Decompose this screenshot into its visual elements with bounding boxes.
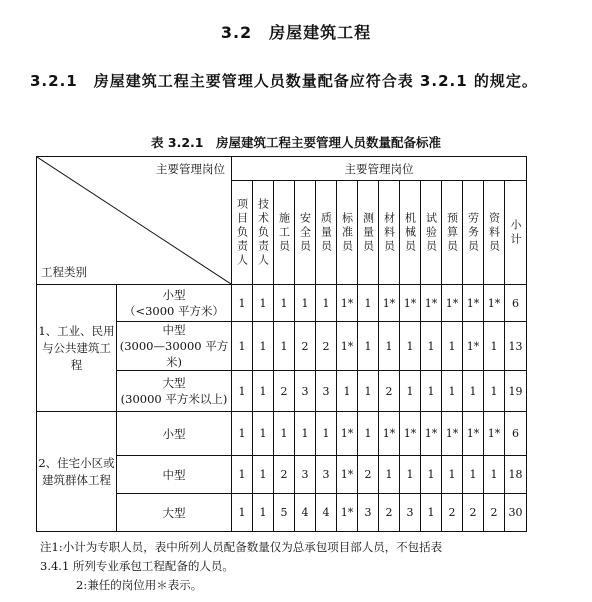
value-cell: 1 xyxy=(253,322,274,371)
size-range: (30000 平方米以上) xyxy=(120,392,228,406)
value-cell: 3 xyxy=(295,371,316,412)
value-cell: 1 xyxy=(253,456,274,494)
col-header-label: 测量员 xyxy=(361,211,375,254)
value-cell: 18 xyxy=(505,456,527,494)
size-range: （<3000 平方米） xyxy=(123,304,225,318)
value-cell: 1 xyxy=(232,285,253,322)
value-cell: 2 xyxy=(463,494,484,532)
value-cell: 1 xyxy=(253,285,274,322)
value-cell: 1 xyxy=(358,322,379,371)
table-corner-cell xyxy=(37,157,232,285)
col-header-label: 技术负责人 xyxy=(256,197,270,268)
value-cell: 1* xyxy=(484,412,505,456)
size-cell xyxy=(117,371,232,412)
col-header xyxy=(484,181,505,285)
size-label: 小型 xyxy=(162,426,186,441)
staffing-table xyxy=(36,156,527,532)
value-cell: 1 xyxy=(232,322,253,371)
size-label: 中型 xyxy=(162,467,186,482)
value-cell: 1 xyxy=(442,456,463,494)
col-header xyxy=(253,181,274,285)
col-header xyxy=(295,181,316,285)
value-cell: 1* xyxy=(337,285,358,322)
table-body xyxy=(37,285,527,532)
col-header-label: 质量员 xyxy=(319,211,333,254)
value-cell: 1 xyxy=(400,322,421,371)
value-cell: 2 xyxy=(442,494,463,532)
value-cell: 1* xyxy=(463,285,484,322)
value-cell: 1* xyxy=(442,412,463,456)
col-header xyxy=(505,181,527,285)
value-cell: 1 xyxy=(253,412,274,456)
table-notes xyxy=(40,538,570,595)
value-cell: 1 xyxy=(232,412,253,456)
note-2: 2:兼任的岗位用＊表示。 xyxy=(76,578,203,592)
value-cell: 3 xyxy=(358,494,379,532)
col-header-label: 资料员 xyxy=(487,211,501,254)
value-cell: 1* xyxy=(337,456,358,494)
value-cell: 1 xyxy=(316,412,337,456)
value-cell: 1 xyxy=(295,412,316,456)
value-cell: 2 xyxy=(484,494,505,532)
value-cell: 4 xyxy=(295,494,316,532)
value-cell: 30 xyxy=(505,494,527,532)
size-cell xyxy=(117,456,232,494)
value-cell: 1 xyxy=(421,456,442,494)
value-cell: 1 xyxy=(484,322,505,371)
value-cell: 1 xyxy=(379,456,400,494)
col-header xyxy=(442,181,463,285)
col-header-label: 劳务员 xyxy=(466,211,480,254)
size-cell xyxy=(117,494,232,532)
value-cell: 3 xyxy=(316,371,337,412)
group-header: 主要管理岗位 xyxy=(232,157,527,181)
note-1-line-1: 注1:小计为专职人员，表中所列人员配备数量仅为总承包项目部人员，不包括表 xyxy=(40,540,443,554)
value-cell: 2 xyxy=(379,371,400,412)
col-header-label: 预算员 xyxy=(445,211,459,254)
category-cell: 1、工业、民用与公共建筑工程 xyxy=(37,285,117,412)
value-cell: 1* xyxy=(337,494,358,532)
category-cell: 2、住宅小区或建筑群体工程 xyxy=(37,412,117,532)
value-cell: 1 xyxy=(463,371,484,412)
value-cell: 2 xyxy=(358,456,379,494)
col-header-label: 机械员 xyxy=(403,211,417,254)
value-cell: 1 xyxy=(442,322,463,371)
corner-bottom-label: 工程类别 xyxy=(41,265,87,279)
corner-top-label: 主要管理岗位 xyxy=(156,162,225,176)
col-header-label: 安全员 xyxy=(298,211,312,254)
col-header-label: 试验员 xyxy=(424,211,438,254)
value-cell: 13 xyxy=(505,322,527,371)
value-cell: 1 xyxy=(253,494,274,532)
size-cell xyxy=(117,322,232,371)
col-header-label: 小计 xyxy=(509,218,522,247)
note-1-line-2: 3.4.1 所列专业承包工程配备的人员。 xyxy=(40,559,234,573)
value-cell: 1* xyxy=(442,285,463,322)
value-cell: 1 xyxy=(232,371,253,412)
value-cell: 1 xyxy=(358,371,379,412)
col-header xyxy=(232,181,253,285)
col-header xyxy=(337,181,358,285)
value-cell: 1 xyxy=(295,285,316,322)
value-cell: 1 xyxy=(274,322,295,371)
value-cell: 6 xyxy=(505,285,527,322)
value-cell: 5 xyxy=(274,494,295,532)
value-cell: 1 xyxy=(421,371,442,412)
size-range: (3000—30000 平方米) xyxy=(119,339,229,369)
size-label: 大型 xyxy=(162,505,186,520)
col-header xyxy=(379,181,400,285)
value-cell: 1 xyxy=(484,456,505,494)
col-header-label: 材料员 xyxy=(382,211,396,254)
col-header-label: 标准员 xyxy=(340,211,354,254)
value-cell: 2 xyxy=(295,322,316,371)
value-cell: 1* xyxy=(400,285,421,322)
value-cell: 19 xyxy=(505,371,527,412)
value-cell: 1 xyxy=(484,371,505,412)
value-cell: 6 xyxy=(505,412,527,456)
value-cell: 1 xyxy=(421,322,442,371)
size-label: 大型 xyxy=(162,376,186,390)
value-cell: 1 xyxy=(358,285,379,322)
col-header xyxy=(274,181,295,285)
value-cell: 1 xyxy=(253,371,274,412)
value-cell: 3 xyxy=(400,494,421,532)
table-header-row xyxy=(37,157,527,181)
value-cell: 1* xyxy=(337,412,358,456)
value-cell: 1 xyxy=(463,456,484,494)
value-cell: 1* xyxy=(379,285,400,322)
size-cell xyxy=(117,412,232,456)
value-cell: 3 xyxy=(316,456,337,494)
col-header-label: 项目负责人 xyxy=(235,197,249,268)
table-caption: 表 3.2.1 房屋建筑工程主要管理人员数量配备标准 xyxy=(151,135,441,150)
value-cell: 1 xyxy=(274,412,295,456)
value-cell: 4 xyxy=(316,494,337,532)
col-header xyxy=(316,181,337,285)
col-header xyxy=(358,181,379,285)
value-cell: 1 xyxy=(400,456,421,494)
value-cell: 1* xyxy=(421,412,442,456)
value-cell: 1 xyxy=(400,371,421,412)
value-cell: 1 xyxy=(421,494,442,532)
value-cell: 2 xyxy=(274,371,295,412)
value-cell: 1 xyxy=(232,456,253,494)
col-header xyxy=(463,181,484,285)
value-cell: 1* xyxy=(421,285,442,322)
value-cell: 1 xyxy=(316,285,337,322)
value-cell: 2 xyxy=(274,456,295,494)
value-cell: 1 xyxy=(232,494,253,532)
section-title: 3.2 房屋建筑工程 xyxy=(220,23,372,42)
value-cell: 1 xyxy=(274,285,295,322)
value-cell: 1 xyxy=(337,371,358,412)
value-cell: 1* xyxy=(400,412,421,456)
col-header xyxy=(421,181,442,285)
col-header xyxy=(400,181,421,285)
value-cell: 1* xyxy=(379,412,400,456)
value-cell: 1 xyxy=(379,322,400,371)
value-cell: 2 xyxy=(316,322,337,371)
value-cell: 1* xyxy=(463,412,484,456)
table-row xyxy=(37,412,527,456)
value-cell: 1 xyxy=(442,371,463,412)
table-row xyxy=(37,285,527,322)
size-cell xyxy=(117,285,232,322)
value-cell: 1 xyxy=(358,412,379,456)
value-cell: 3 xyxy=(295,456,316,494)
value-cell: 1* xyxy=(337,322,358,371)
clause-text: 3.2.1 房屋建筑工程主要管理人员数量配备应符合表 3.2.1 的规定。 xyxy=(30,72,538,90)
col-header-label: 施工员 xyxy=(277,211,291,254)
size-label: 中型 xyxy=(162,323,186,337)
value-cell: 1* xyxy=(463,322,484,371)
size-label: 小型 xyxy=(162,288,186,302)
value-cell: 2 xyxy=(379,494,400,532)
value-cell: 1* xyxy=(484,285,505,322)
